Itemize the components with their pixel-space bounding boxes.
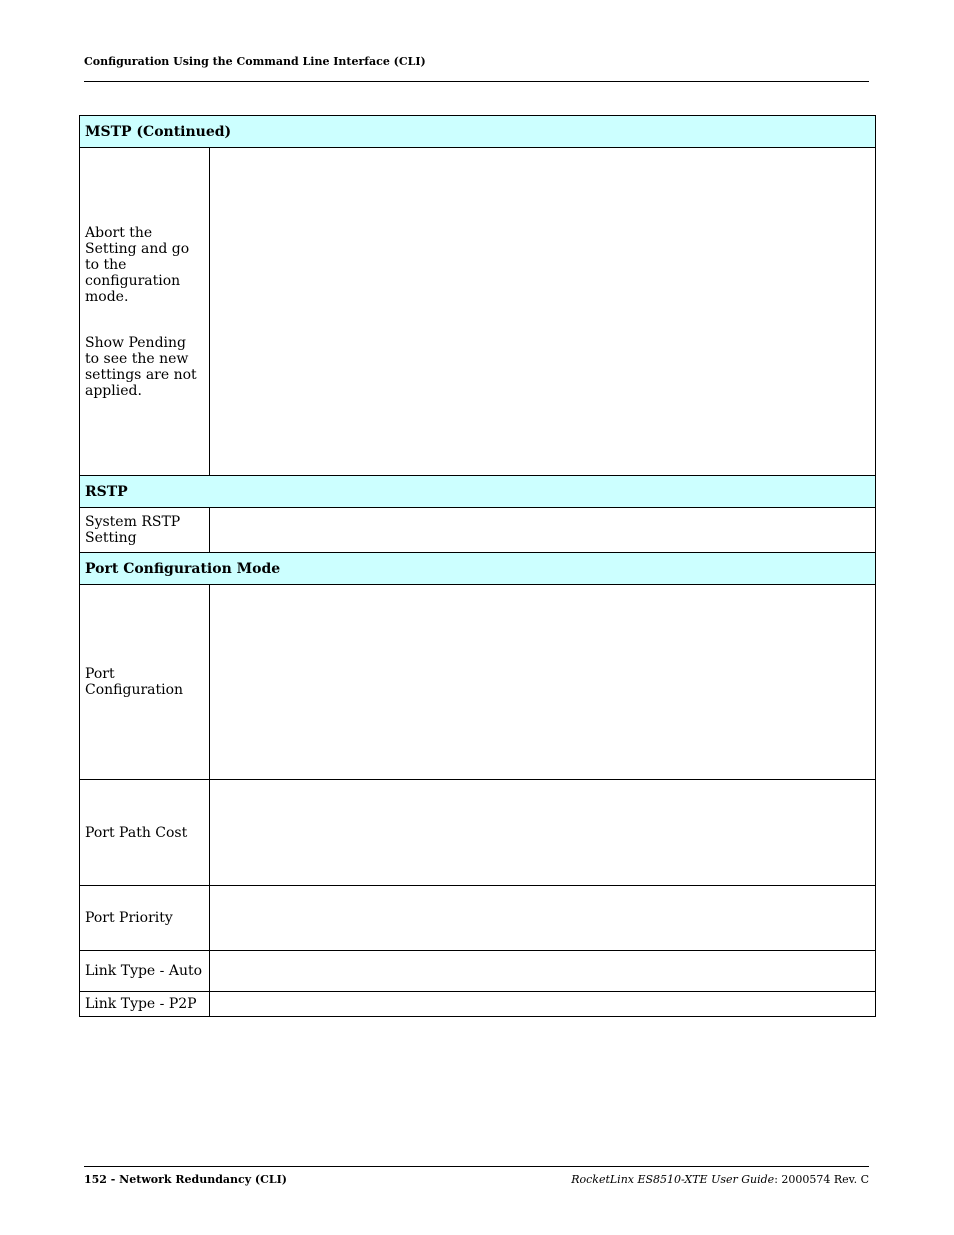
table-row bbox=[80, 886, 876, 951]
table-row bbox=[80, 951, 876, 992]
feature-cell bbox=[80, 148, 210, 476]
feature-cell bbox=[80, 780, 210, 886]
command-cell bbox=[210, 148, 876, 476]
feature-label: Port Path Cost bbox=[85, 824, 188, 841]
feature-cell bbox=[80, 951, 210, 992]
feature-label: Link Type - Auto bbox=[85, 963, 203, 979]
table-row bbox=[80, 585, 876, 780]
command-cell bbox=[210, 508, 876, 553]
header-rule bbox=[84, 81, 869, 82]
table-row bbox=[80, 780, 876, 886]
footer-rule bbox=[84, 1166, 869, 1167]
command-cell bbox=[210, 585, 876, 780]
table-row bbox=[80, 992, 876, 1017]
guide-revision: : 2000574 Rev. C bbox=[774, 1173, 869, 1186]
feature-label: Link Type - P2P bbox=[85, 996, 197, 1012]
section-title: Port Configuration Mode bbox=[80, 553, 876, 585]
table-row bbox=[80, 508, 876, 553]
feature-label: Port Priority bbox=[85, 910, 173, 926]
cli-command-table bbox=[79, 115, 876, 1017]
feature-label: System RSTP Setting bbox=[85, 514, 181, 546]
command-cell bbox=[210, 951, 876, 992]
section-title: MSTP (Continued) bbox=[80, 116, 876, 148]
feature-label: Port Configuration bbox=[85, 666, 184, 698]
page-number-footer: 152 - Network Redundancy (CLI) bbox=[84, 1173, 287, 1186]
feature-label: Show Pending to see the new settings are not applied. bbox=[85, 334, 197, 399]
command-cell bbox=[210, 992, 876, 1017]
feature-cell bbox=[80, 508, 210, 553]
section-title: RSTP bbox=[80, 476, 876, 508]
feature-cell bbox=[80, 886, 210, 951]
guide-title: RocketLinx ES8510-XTE User Guide bbox=[571, 1173, 775, 1186]
feature-cell bbox=[80, 585, 210, 780]
guide-title-footer bbox=[571, 1173, 869, 1186]
section-header-mstp bbox=[80, 116, 876, 148]
feature-label: Abort the Setting and go to the configuration mode. bbox=[85, 224, 190, 305]
table-row bbox=[80, 148, 876, 476]
page-header: Configuration Using the Command Line Interface (CLI) bbox=[84, 55, 426, 68]
command-cell bbox=[210, 780, 876, 886]
section-header-rstp bbox=[80, 476, 876, 508]
command-cell bbox=[210, 886, 876, 951]
section-header-port-configuration-mode bbox=[80, 553, 876, 585]
feature-cell bbox=[80, 992, 210, 1017]
